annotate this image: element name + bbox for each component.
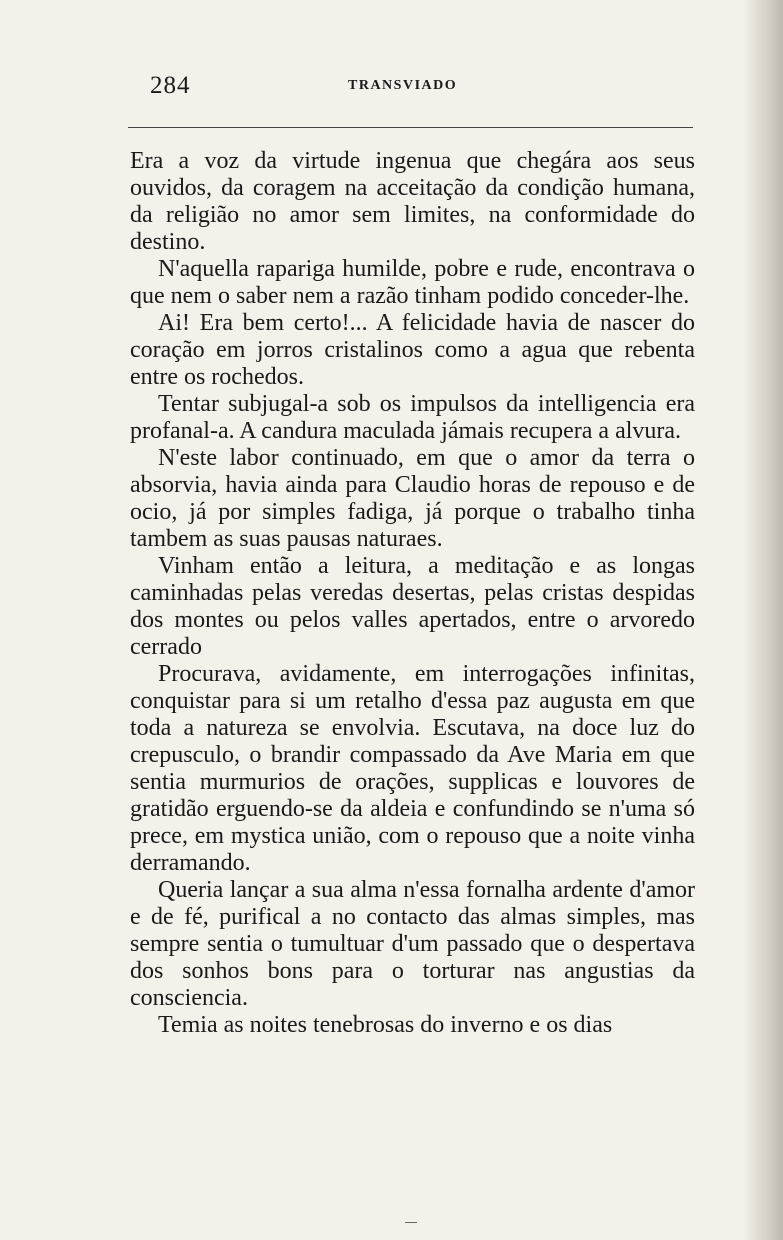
paragraph: Procurava, avidamente, em interrogações infinitas, conquistar para si um retalho d'essa paz augusta em que toda a natureza se envolvia. Escutava, na doce luz do crepusculo, o brandir compassado da Ave Maria em que sentia murmurios de orações, supplicas e louvores de gratidão erguendo-se da aldeia e confundindo se n'uma só prece, em mystica união, com o repouso que a noite vinha derramando. xyxy=(130,661,695,876)
paragraph: N'este labor continuado, em que o amor da terra o absorvia, havia ainda para Claudio horas de repouso e de ocio, já por simples fadiga, já porque o trabalho tinha tambem as suas pausas naturaes. xyxy=(130,445,695,552)
header-rule xyxy=(128,127,693,128)
paragraph: Ai! Era bem certo!... A felicidade havia de nascer do coração em jorros cristalinos como a agua que rebenta entre os rochedos. xyxy=(130,310,695,390)
paragraph: Era a voz da virtude ingenua que chegára aos seus ouvidos, da coragem na acceitação da condição humana, da religião no amor sem limites, na conformidade do destino. xyxy=(130,148,695,255)
paragraph: Tentar subjugal-a sob os impulsos da intelligencia era profanal-a. A candura maculada jámais recupera a alvura. xyxy=(130,391,695,444)
paragraph: Queria lançar a sua alma n'essa fornalha ardente d'amor e de fé, purifical a no contacto das almas simples, mas sempre sentia o tumultuar d'um passado que o despertava dos sonhos bons para o torturar nas angustias da consciencia. xyxy=(130,877,695,1011)
page-edge-shadow xyxy=(743,0,783,1240)
paragraph: N'aquella rapariga humilde, pobre e rude, encontrava o que nem o saber nem a razão tinham podido conceder-lhe. xyxy=(130,256,695,309)
paragraph: Temia as noites tenebrosas do inverno e os dias xyxy=(158,1012,613,1038)
body-text xyxy=(130,148,695,1039)
footer-mark xyxy=(405,1222,417,1231)
running-title: TRANSVIADO xyxy=(348,78,458,93)
paragraph: Vinham então a leitura, a meditação e as longas caminhadas pelas veredas desertas, pelas cristas despidas dos montes ou pelos valles apertados, entre o arvoredo cerrado xyxy=(130,553,695,660)
page-number: 284 xyxy=(150,72,191,99)
page-header xyxy=(150,72,690,102)
